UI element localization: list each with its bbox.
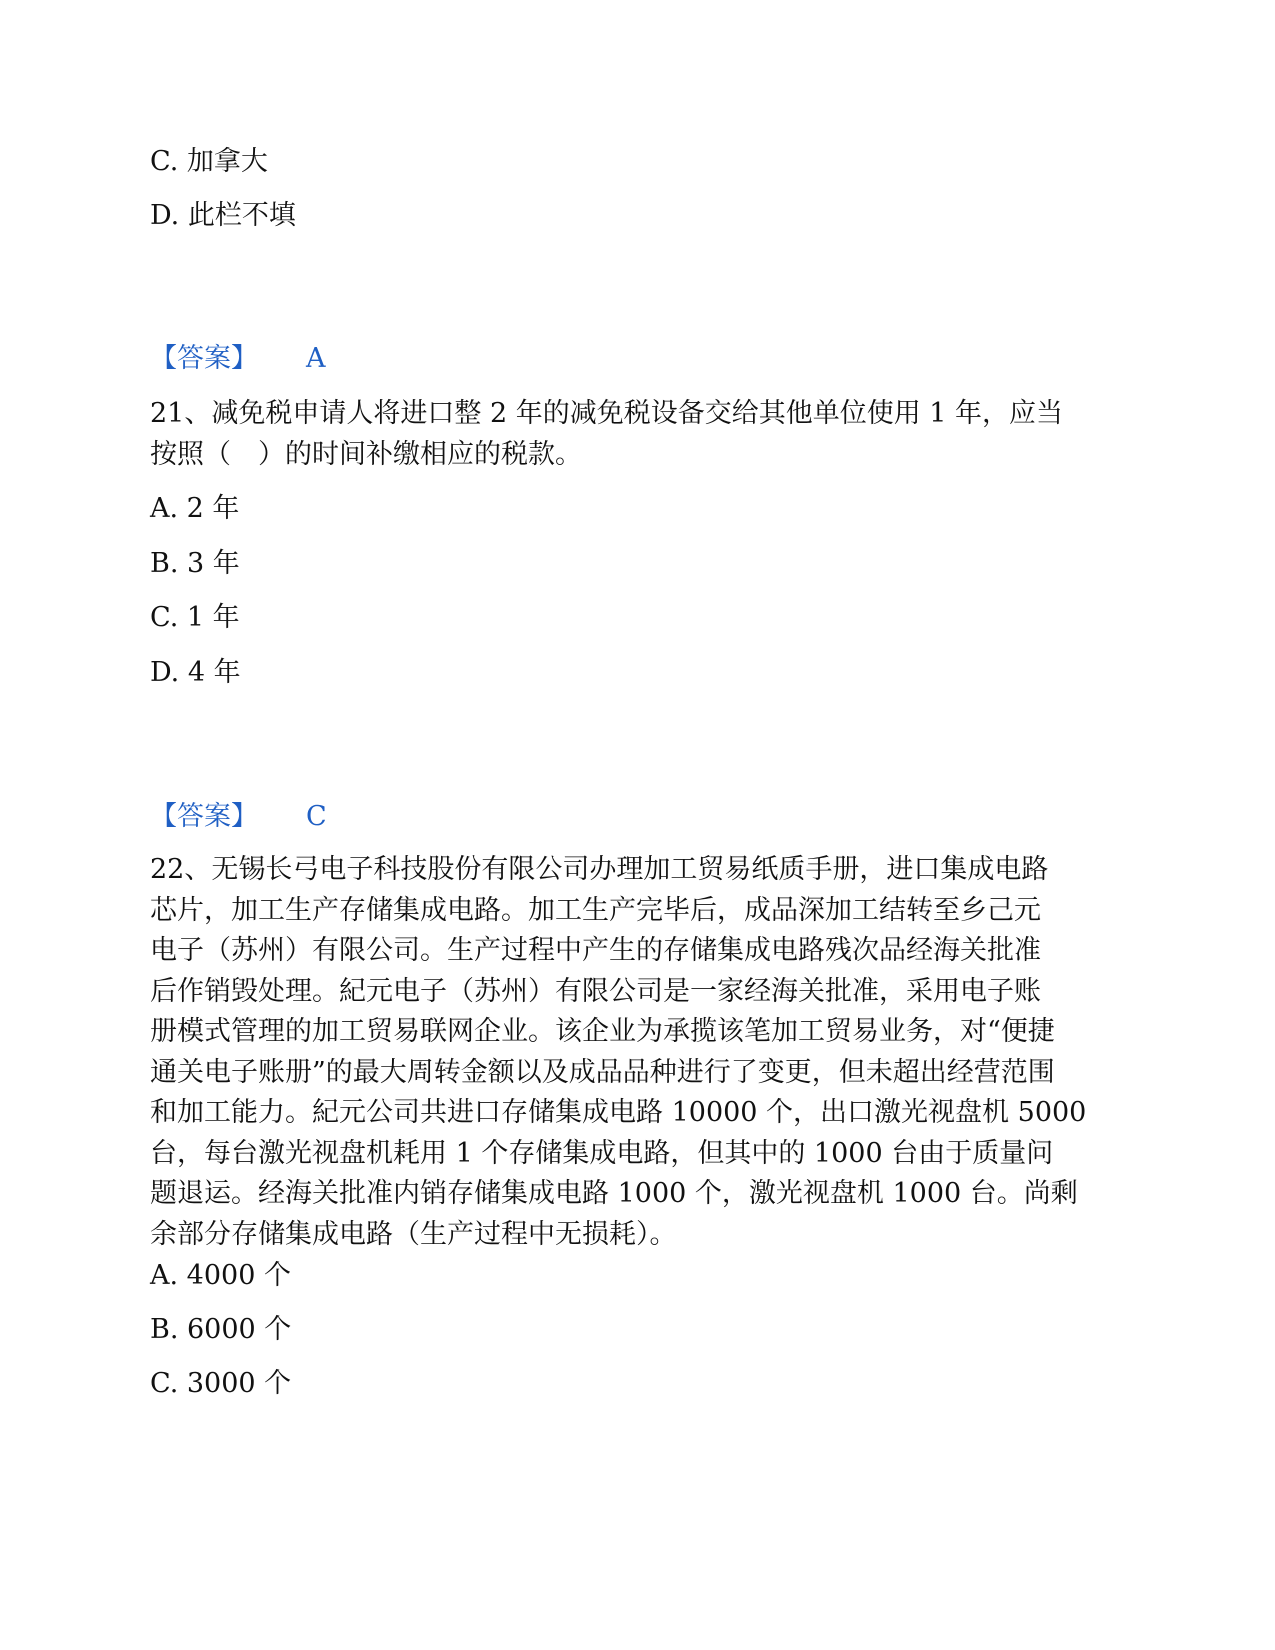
answer-label: 【答案】	[150, 343, 258, 374]
answer-label: 【答案】	[150, 801, 258, 832]
q21-option-c: C. 1 年	[150, 602, 240, 633]
q21-answer	[150, 797, 327, 837]
q22-question-line: 余部分存储集成电路（生产过程中无损耗）。	[150, 1218, 677, 1250]
q22-question-line: 题退运。经海关批准内销存储集成电路 1000 个，激光视盘机 1000 台。尚剩	[150, 1178, 1078, 1209]
q22-question-line: 芯片，加工生产存储集成电路。加工生产完毕后，成品深加工结转至乡己元	[150, 894, 1041, 926]
q22-question-line: 册模式管理的加工贸易联网企业。该企业为承揽该笔加工贸易业务，对“便捷	[150, 1016, 1055, 1047]
q22-option-c: C. 3000 个	[150, 1368, 292, 1399]
q20-answer	[150, 339, 326, 379]
q20-option-d: D. 此栏不填	[150, 200, 296, 231]
q21-option-d: D. 4 年	[150, 657, 241, 688]
q21-option-a: A. 2 年	[150, 493, 240, 524]
q21-question	[150, 394, 1130, 475]
q22-question-line: 电子（苏州）有限公司。生产过程中产生的存储集成电路残次品经海关批准	[150, 935, 1041, 966]
q21-question-line: 按照（ ）的时间补缴相应的税款。	[150, 438, 582, 470]
q22-question-line: 通关电子账册”的最大周转金额以及成品品种进行了变更，但未超出经营范围	[150, 1056, 1055, 1088]
q22-question-line: 22、无锡长弓电子科技股份有限公司办理加工贸易纸质手册，进口集成电路	[150, 854, 1049, 885]
q22-question	[150, 850, 1130, 1255]
q22-option-b: B. 6000 个	[150, 1314, 292, 1345]
answer-value: C	[306, 801, 327, 832]
q21-question-line: 21、减免税申请人将进口整 2 年的减免税设备交给其他单位使用 1 年，应当	[150, 398, 1064, 429]
q22-question-line: 台，每台激光视盘机耗用 1 个存储集成电路，但其中的 1000 台由于质量问	[150, 1137, 1054, 1169]
q20-option-c: C. 加拿大	[150, 146, 268, 177]
q22-question-line: 后作销毁处理。紀元电子（苏州）有限公司是一家经海关批准，采用电子账	[150, 975, 1041, 1007]
q22-question-line: 和加工能力。紀元公司共进口存储集成电路 10000 个，出口激光视盘机 5000	[150, 1097, 1087, 1128]
q22-option-a: A. 4000 个	[150, 1260, 291, 1291]
answer-value: A	[306, 343, 326, 374]
q21-option-b: B. 3 年	[150, 548, 240, 579]
